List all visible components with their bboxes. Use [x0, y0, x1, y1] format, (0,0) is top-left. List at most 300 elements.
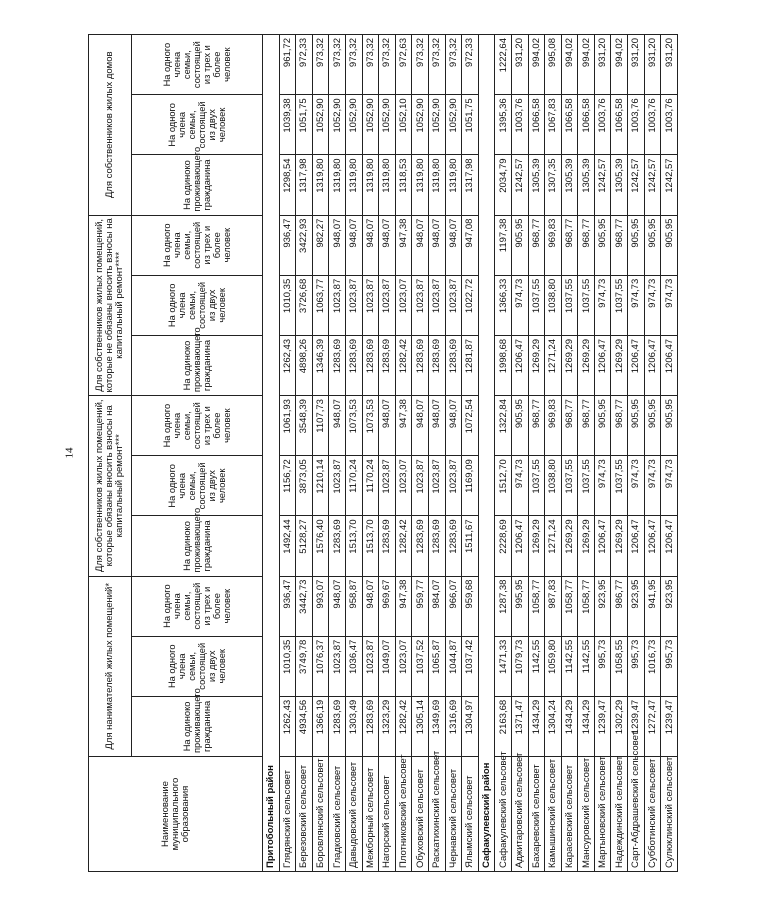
- value-cell: 3726,68: [296, 275, 313, 335]
- municipality-name: Карасевский сельсовет: [561, 757, 578, 872]
- value-cell: 905,95: [594, 396, 611, 456]
- value-cell: 1576,40: [312, 516, 329, 576]
- value-cell: 986,77: [611, 576, 628, 636]
- value-cell: 1023,87: [329, 275, 346, 335]
- value-cell: 1072,54: [462, 396, 479, 456]
- value-cell: 1044,87: [445, 636, 462, 696]
- value-cell: 1206,47: [661, 335, 678, 395]
- value-cell: 1052,90: [345, 95, 362, 155]
- value-cell: 1349,69: [428, 696, 445, 756]
- value-cell: 2228,69: [495, 516, 512, 576]
- header-group-house-owners: Для собственников жилых домов: [89, 35, 132, 216]
- value-cell: 1206,47: [511, 335, 528, 395]
- value-cell: 968,77: [561, 215, 578, 275]
- value-cell: 1037,55: [561, 456, 578, 516]
- value-cell: 905,95: [644, 215, 661, 275]
- value-cell: 1305,39: [578, 155, 595, 215]
- value-cell: 1066,58: [561, 95, 578, 155]
- value-cell: 968,77: [528, 215, 545, 275]
- municipality-name: Давыдовский сельсовет: [345, 757, 362, 872]
- value-cell: 1282,42: [395, 335, 412, 395]
- value-cell: 1037,55: [578, 275, 595, 335]
- subheader-g0-2: [132, 576, 263, 636]
- table-row: [279, 35, 296, 872]
- value-cell: 1037,55: [528, 456, 545, 516]
- value-cell: 1023,07: [395, 636, 412, 696]
- subheader-g1-0: [132, 507, 263, 576]
- municipality-name: Межборный сельсовет: [362, 757, 379, 872]
- value-cell: 4934,56: [296, 696, 313, 756]
- value-cell: 948,07: [329, 215, 346, 275]
- value-cell: 1317,98: [462, 155, 479, 215]
- value-cell: 1513,70: [345, 516, 362, 576]
- value-cell: 1319,80: [345, 155, 362, 215]
- value-cell: 931,20: [594, 35, 611, 95]
- value-cell: 1023,87: [412, 275, 429, 335]
- value-cell: 931,20: [511, 35, 528, 95]
- value-cell: 995,95: [511, 576, 528, 636]
- table-row: [545, 35, 562, 872]
- value-cell: 1206,47: [644, 516, 661, 576]
- subheader-g0-0: [132, 688, 263, 756]
- value-cell: 1059,80: [545, 636, 562, 696]
- value-cell: 1262,43: [279, 696, 296, 756]
- value-cell: 1319,80: [312, 155, 329, 215]
- district-title: Притобольный район: [263, 35, 280, 872]
- value-cell: 987,83: [545, 576, 562, 636]
- value-cell: 1206,47: [594, 516, 611, 576]
- value-cell: 1003,76: [644, 95, 661, 155]
- value-cell: 947,38: [395, 215, 412, 275]
- value-cell: 1073,53: [345, 396, 362, 456]
- value-cell: 947,38: [395, 396, 412, 456]
- value-cell: 1052,90: [379, 95, 396, 155]
- value-cell: 994,02: [611, 35, 628, 95]
- value-cell: 3873,05: [296, 456, 313, 516]
- table-row: [594, 35, 611, 872]
- value-cell: 1287,38: [495, 576, 512, 636]
- value-cell: 1003,76: [628, 95, 645, 155]
- value-cell: 1052,90: [428, 95, 445, 155]
- municipality-name: Сарт-Абдрашевский сельсовет: [628, 757, 645, 872]
- value-cell: 1283,69: [428, 516, 445, 576]
- value-cell: 1262,43: [279, 335, 296, 395]
- value-cell: 947,08: [462, 215, 479, 275]
- value-cell: 1511,67: [462, 516, 479, 576]
- value-cell: 974,73: [511, 456, 528, 516]
- value-cell: 1206,47: [644, 335, 661, 395]
- value-cell: 923,95: [594, 576, 611, 636]
- value-cell: 948,07: [428, 215, 445, 275]
- value-cell: 5128,27: [296, 516, 313, 576]
- value-cell: 1271,24: [545, 516, 562, 576]
- value-cell: 3442,73: [296, 576, 313, 636]
- municipality-name: Березовский сельсовет: [296, 757, 313, 872]
- value-cell: 1269,29: [528, 335, 545, 395]
- value-cell: 1269,29: [578, 516, 595, 576]
- value-cell: 1998,68: [495, 335, 512, 395]
- municipality-name: Субботинский сельсовет: [644, 757, 661, 872]
- municipality-name: Нагорский сельсовет: [379, 757, 396, 872]
- subsidy-standards-table: [88, 34, 678, 872]
- subheader-label: На одного члена семьи, состоящей из трех и более человек: [162, 41, 232, 89]
- value-cell: 1319,80: [412, 155, 429, 215]
- value-cell: 1037,55: [611, 275, 628, 335]
- value-cell: 1051,75: [462, 95, 479, 155]
- value-cell: 1052,90: [445, 95, 462, 155]
- value-cell: 974,73: [594, 456, 611, 516]
- subheader-g1-1: [132, 456, 263, 516]
- value-cell: 1371,47: [511, 696, 528, 756]
- value-cell: 1283,69: [412, 516, 429, 576]
- table-row: [495, 35, 512, 872]
- subheader-g0-1: [132, 636, 263, 696]
- value-cell: 1076,37: [312, 636, 329, 696]
- value-cell: 1322,84: [495, 396, 512, 456]
- value-cell: 1283,69: [329, 696, 346, 756]
- value-cell: 1319,80: [379, 155, 396, 215]
- value-cell: 948,07: [362, 576, 379, 636]
- municipality-name: Надеждинский сельсовет: [611, 757, 628, 872]
- table-row: [611, 35, 628, 872]
- value-cell: 1206,47: [661, 516, 678, 576]
- subheader-g3-0: [132, 146, 263, 215]
- subheader-g3-2: [132, 35, 263, 95]
- value-cell: 1307,35: [545, 155, 562, 215]
- value-cell: 968,77: [611, 396, 628, 456]
- value-cell: 974,73: [628, 275, 645, 335]
- value-cell: 905,95: [661, 396, 678, 456]
- value-cell: 1283,69: [345, 335, 362, 395]
- page-number: 14: [63, 447, 76, 459]
- value-cell: 974,73: [511, 275, 528, 335]
- value-cell: 1283,69: [379, 516, 396, 576]
- table-row: [296, 35, 313, 872]
- value-cell: 923,95: [661, 576, 678, 636]
- value-cell: 1271,24: [545, 335, 562, 395]
- value-cell: 1036,47: [345, 636, 362, 696]
- value-cell: 1170,24: [345, 456, 362, 516]
- value-cell: 1037,55: [528, 275, 545, 335]
- value-cell: 1206,47: [511, 516, 528, 576]
- value-cell: 905,95: [511, 215, 528, 275]
- value-cell: 1269,29: [611, 335, 628, 395]
- value-cell: 968,77: [561, 396, 578, 456]
- value-cell: 1052,90: [329, 95, 346, 155]
- value-cell: 973,32: [379, 35, 396, 95]
- subheader-label: На одиноко проживающего гражданина: [182, 507, 212, 573]
- value-cell: 1058,77: [528, 576, 545, 636]
- table-row: [462, 35, 479, 872]
- value-cell: 994,02: [578, 35, 595, 95]
- value-cell: 1197,38: [495, 215, 512, 275]
- value-cell: 1023,07: [395, 275, 412, 335]
- value-cell: 972,33: [296, 35, 313, 95]
- municipality-name: Бахаревский сельсовет: [528, 757, 545, 872]
- value-cell: 1063,77: [312, 275, 329, 335]
- subheader-label: На одиноко проживающего гражданина: [182, 146, 212, 212]
- value-cell: 1269,29: [528, 516, 545, 576]
- value-cell: 1023,87: [345, 275, 362, 335]
- value-cell: 1037,55: [578, 456, 595, 516]
- value-cell: 1283,69: [379, 335, 396, 395]
- value-cell: 905,95: [661, 215, 678, 275]
- value-cell: 905,95: [594, 215, 611, 275]
- value-cell: 1066,58: [578, 95, 595, 155]
- value-cell: 931,20: [628, 35, 645, 95]
- value-cell: 1052,90: [362, 95, 379, 155]
- value-cell: 1052,90: [312, 95, 329, 155]
- value-cell: 1023,87: [329, 456, 346, 516]
- subheader-g1-2: [132, 396, 263, 456]
- municipality-name: Раскатихинский сельсовет: [428, 757, 445, 872]
- value-cell: 905,95: [511, 396, 528, 456]
- value-cell: 931,20: [644, 35, 661, 95]
- municipality-name: Чернавский сельсовет: [445, 757, 462, 872]
- value-cell: 1037,55: [561, 275, 578, 335]
- value-cell: 972,63: [395, 35, 412, 95]
- value-cell: 1037,42: [462, 636, 479, 696]
- value-cell: 1281,87: [462, 335, 479, 395]
- value-cell: 1038,80: [545, 275, 562, 335]
- value-cell: 961,72: [279, 35, 296, 95]
- table-layer: [88, 34, 675, 872]
- value-cell: 958,87: [345, 576, 362, 636]
- value-cell: 974,73: [661, 456, 678, 516]
- value-cell: 1023,87: [412, 456, 429, 516]
- value-cell: 1206,47: [628, 516, 645, 576]
- value-cell: 1156,72: [279, 456, 296, 516]
- value-cell: 1283,69: [412, 335, 429, 395]
- value-cell: 948,07: [362, 215, 379, 275]
- header-group-tenants: Для нанимателей жилых помещений*: [89, 576, 132, 756]
- municipality-name: Гладковский сельсовет: [329, 757, 346, 872]
- value-cell: 1066,58: [528, 95, 545, 155]
- value-cell: 1052,10: [395, 95, 412, 155]
- value-cell: 1283,69: [329, 516, 346, 576]
- value-cell: 948,07: [379, 215, 396, 275]
- table-row: [661, 35, 678, 872]
- subheader-g2-2: [132, 215, 263, 275]
- value-cell: 1239,47: [628, 696, 645, 756]
- table-row: [644, 35, 661, 872]
- value-cell: 995,73: [594, 636, 611, 696]
- district-row: [478, 35, 495, 872]
- value-cell: 968,77: [578, 215, 595, 275]
- value-cell: 1010,35: [279, 636, 296, 696]
- municipality-name: Мансуровский сельсовет: [578, 757, 595, 872]
- value-cell: 1305,39: [611, 155, 628, 215]
- value-cell: 948,07: [445, 215, 462, 275]
- value-cell: 2163,68: [495, 696, 512, 756]
- value-cell: 974,73: [661, 275, 678, 335]
- table-row: [395, 35, 412, 872]
- value-cell: 1319,80: [329, 155, 346, 215]
- value-cell: 1079,73: [511, 636, 528, 696]
- value-cell: 1037,52: [412, 636, 429, 696]
- value-cell: 1304,97: [462, 696, 479, 756]
- value-cell: 972,33: [462, 35, 479, 95]
- rotated-table-container: [0, 38, 767, 868]
- value-cell: 1022,72: [462, 275, 479, 335]
- value-cell: 1003,76: [594, 95, 611, 155]
- value-cell: 1283,69: [362, 696, 379, 756]
- value-cell: 1003,76: [661, 95, 678, 155]
- table-row: [329, 35, 346, 872]
- value-cell: 936,47: [279, 576, 296, 636]
- value-cell: 1016,73: [644, 636, 661, 696]
- value-cell: 1513,70: [362, 516, 379, 576]
- value-cell: 948,07: [379, 396, 396, 456]
- value-cell: 973,32: [312, 35, 329, 95]
- value-cell: 1023,87: [379, 275, 396, 335]
- value-cell: 982,27: [312, 215, 329, 275]
- value-cell: 966,07: [445, 576, 462, 636]
- subheader-label: На одиноко проживающего гражданина: [182, 327, 212, 393]
- value-cell: 1023,87: [362, 636, 379, 696]
- value-cell: 1283,69: [428, 335, 445, 395]
- value-cell: 1492,44: [279, 516, 296, 576]
- value-cell: 993,07: [312, 576, 329, 636]
- value-cell: 974,73: [628, 456, 645, 516]
- value-cell: 905,95: [644, 396, 661, 456]
- value-cell: 1023,87: [329, 636, 346, 696]
- value-cell: 1318,53: [395, 155, 412, 215]
- value-cell: 1434,29: [561, 696, 578, 756]
- value-cell: 984,07: [428, 576, 445, 636]
- value-cell: 1283,69: [445, 516, 462, 576]
- value-cell: 1242,57: [594, 155, 611, 215]
- value-cell: 968,77: [578, 396, 595, 456]
- value-cell: 973,32: [362, 35, 379, 95]
- value-cell: 973,32: [345, 35, 362, 95]
- value-cell: 1107,73: [312, 396, 329, 456]
- value-cell: 1269,29: [578, 335, 595, 395]
- value-cell: 1239,47: [661, 696, 678, 756]
- municipality-name: Сафакулевский сельсовет: [495, 757, 512, 872]
- subheader-label: На одного члена семьи, состоящей из трех и более человек: [162, 221, 232, 269]
- table-row: [445, 35, 462, 872]
- subheader-g2-1: [132, 275, 263, 335]
- value-cell: 1316,69: [445, 696, 462, 756]
- value-cell: 1052,90: [412, 95, 429, 155]
- value-cell: 959,68: [462, 576, 479, 636]
- value-cell: 1283,69: [329, 335, 346, 395]
- value-cell: 1023,87: [445, 456, 462, 516]
- value-cell: 1023,87: [428, 275, 445, 335]
- municipality-name: Боровлянский сельсовет: [312, 757, 329, 872]
- value-cell: 973,32: [412, 35, 429, 95]
- table-row: [412, 35, 429, 872]
- value-cell: 969,67: [379, 576, 396, 636]
- value-cell: 1346,39: [312, 335, 329, 395]
- value-cell: 905,95: [628, 396, 645, 456]
- value-cell: 948,07: [329, 396, 346, 456]
- municipality-name: Сулюклинский сельсовет: [661, 757, 678, 872]
- value-cell: 1142,55: [578, 636, 595, 696]
- value-cell: 923,95: [628, 576, 645, 636]
- table-row: [345, 35, 362, 872]
- value-cell: 1366,19: [312, 696, 329, 756]
- value-cell: 936,47: [279, 215, 296, 275]
- value-cell: 1304,24: [545, 696, 562, 756]
- subheader-label: На одного члена семьи, состоящей из трех и более человек: [162, 402, 232, 450]
- municipality-name: Аджитаровский сельсовет: [511, 757, 528, 872]
- value-cell: 1319,80: [428, 155, 445, 215]
- value-cell: 1302,29: [611, 696, 628, 756]
- value-cell: 968,77: [528, 396, 545, 456]
- subheader-g3-1: [132, 95, 263, 155]
- value-cell: 1434,29: [528, 696, 545, 756]
- value-cell: 1269,29: [561, 335, 578, 395]
- value-cell: 1242,57: [644, 155, 661, 215]
- value-cell: 1010,35: [279, 275, 296, 335]
- municipality-name: Ялымский сельсовет: [462, 757, 479, 872]
- value-cell: 1023,07: [395, 456, 412, 516]
- value-cell: 1049,07: [379, 636, 396, 696]
- value-cell: 1395,36: [495, 95, 512, 155]
- value-cell: 973,32: [329, 35, 346, 95]
- table-row: [628, 35, 645, 872]
- value-cell: 3422,93: [296, 215, 313, 275]
- value-cell: 1283,69: [445, 335, 462, 395]
- value-cell: 2034,79: [495, 155, 512, 215]
- value-cell: 1058,77: [578, 576, 595, 636]
- subheader-label: На одного члена семьи, состоящей из трех и более человек: [162, 582, 232, 630]
- value-cell: 1210,14: [312, 456, 329, 516]
- value-cell: 1269,29: [561, 516, 578, 576]
- value-cell: 1058,55: [611, 636, 628, 696]
- table-row: [528, 35, 545, 872]
- subheader-g2-0: [132, 327, 263, 395]
- value-cell: 1283,69: [362, 335, 379, 395]
- value-cell: 931,20: [661, 35, 678, 95]
- municipality-name: Обуховский сельсовет: [412, 757, 429, 872]
- value-cell: 1305,39: [528, 155, 545, 215]
- value-cell: 973,32: [445, 35, 462, 95]
- value-cell: 974,73: [594, 275, 611, 335]
- value-cell: 947,38: [395, 576, 412, 636]
- value-cell: 1319,80: [362, 155, 379, 215]
- value-cell: 1239,47: [594, 696, 611, 756]
- value-cell: 941,95: [644, 576, 661, 636]
- value-cell: 1471,33: [495, 636, 512, 696]
- value-cell: 974,73: [644, 275, 661, 335]
- value-cell: 1037,55: [611, 456, 628, 516]
- value-cell: 1023,87: [445, 275, 462, 335]
- value-cell: 1222,64: [495, 35, 512, 95]
- value-cell: 948,07: [412, 396, 429, 456]
- value-cell: 1242,57: [628, 155, 645, 215]
- value-cell: 968,77: [611, 215, 628, 275]
- value-cell: 1366,33: [495, 275, 512, 335]
- value-cell: 1023,87: [379, 456, 396, 516]
- value-cell: 1298,54: [279, 155, 296, 215]
- value-cell: 1206,47: [628, 335, 645, 395]
- subheader-label: На одного члена семьи, состоящей из двух человек: [167, 281, 227, 329]
- value-cell: 1170,24: [362, 456, 379, 516]
- header-municipality: Наименование муниципального образования: [89, 757, 263, 872]
- value-cell: 1023,87: [362, 275, 379, 335]
- value-cell: 948,07: [329, 576, 346, 636]
- value-cell: 1142,55: [528, 636, 545, 696]
- value-cell: 3749,78: [296, 636, 313, 696]
- value-cell: 1317,98: [296, 155, 313, 215]
- value-cell: 1305,39: [561, 155, 578, 215]
- value-cell: 948,07: [428, 396, 445, 456]
- value-cell: 948,07: [445, 396, 462, 456]
- value-cell: 905,95: [628, 215, 645, 275]
